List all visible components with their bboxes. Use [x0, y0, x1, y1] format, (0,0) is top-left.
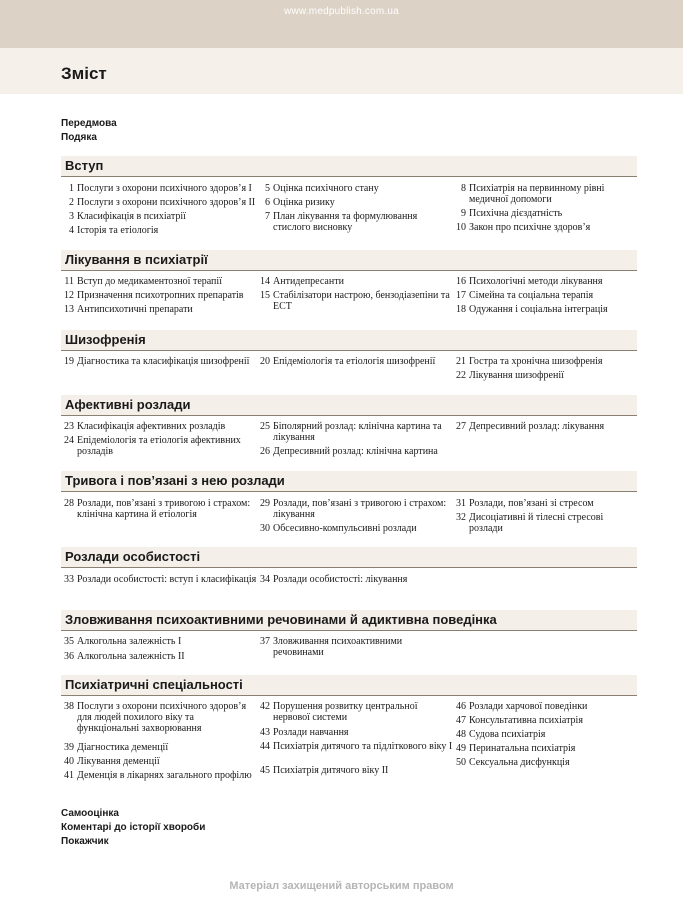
page-title: Зміст: [61, 64, 107, 83]
chapter-title: Сексуальна дисфункція: [469, 757, 570, 768]
chapter-number: 30: [260, 523, 270, 534]
chapter-number: 33: [64, 574, 74, 585]
chapter-number: 41: [64, 770, 74, 781]
chapter-number: 16: [456, 276, 466, 287]
chapter-number: 10: [456, 222, 466, 233]
chapter-number: 28: [64, 498, 74, 509]
chapter-number: 42: [260, 701, 270, 712]
section-title[interactable]: Вступ: [65, 158, 104, 173]
chapter-number: 1: [69, 183, 74, 194]
chapter-title: Гостра та хронічна шизофренія: [469, 356, 603, 367]
chapter-title: Антидепресанти: [273, 276, 344, 287]
chapter-number: 27: [456, 421, 466, 432]
chapter-title: Психічна дієздатність: [469, 208, 563, 219]
chapter-number: 20: [260, 356, 270, 367]
chapter-title: Судова психіатрія: [469, 729, 546, 740]
toc-link-foreword[interactable]: Передмова: [61, 118, 117, 129]
chapter-title: Розлади особистості: вступ і класифікація: [77, 574, 257, 585]
toc-section: [61, 471, 637, 534]
chapter-title: Зловживання психоактивними речовинами: [273, 636, 403, 658]
chapter-number: 32: [456, 512, 466, 523]
chapter-title: Розлади навчання: [273, 727, 349, 738]
chapter-title: Консультативна психіатрія: [469, 715, 583, 726]
section-title[interactable]: Психіатричні спеціальності: [65, 677, 243, 692]
top-band: [0, 0, 683, 48]
chapter-number: 25: [260, 421, 270, 432]
chapter-title: Психологічні методи лікування: [469, 276, 603, 287]
chapter-number: 21: [456, 356, 466, 367]
chapter-number: 36: [64, 651, 74, 662]
section-title[interactable]: Тривога і пов’язані з нею розлади: [65, 473, 285, 488]
chapter-number: 37: [260, 636, 270, 647]
chapter-title: Сімейна та соціальна терапія: [469, 290, 594, 301]
chapter-number: 24: [64, 435, 74, 446]
chapter-title: Призначення психотропних препаратів: [77, 290, 244, 301]
section-title[interactable]: Афективні розлади: [65, 397, 191, 412]
chapter-title: Розлади, пов’язані зі стресом: [469, 498, 594, 509]
chapter-title: Депресивний розлад: клінічна картина: [273, 446, 438, 457]
chapter-title: Епідеміологія та етіологія шизофренії: [273, 356, 436, 367]
chapter-title: Оцінка ризику: [273, 197, 335, 208]
chapter-number: 31: [456, 498, 466, 509]
chapter-number: 11: [64, 276, 74, 287]
chapter-number: 17: [456, 290, 466, 301]
chapter-title: План лікування та формулювання стислого висновку: [273, 211, 418, 233]
toc-section: [61, 250, 637, 315]
chapter-title: Послуги з охорони психічного здоров’я для людей похилого віку та функціональні захворювання: [77, 701, 247, 734]
section-header: [61, 547, 637, 568]
chapter-number: 6: [265, 197, 270, 208]
section-header: [61, 610, 637, 631]
section-header: [61, 330, 637, 351]
toc-link-self-assessment[interactable]: Самооцінка: [61, 808, 119, 819]
chapter-title: Історія та етіологія: [77, 225, 159, 236]
chapter-number: 12: [64, 290, 74, 301]
chapter-title: Лікування шизофренії: [469, 370, 564, 381]
chapter-title: Одужання і соціальна інтеграція: [469, 304, 608, 315]
chapter-title: Психіатрія дитячого та підліткового віку I: [273, 741, 453, 752]
chapter-title: Класифікація в психіатрії: [77, 211, 186, 222]
chapter-number: 14: [260, 276, 270, 287]
chapter-title: Послуги з охорони психічного здоров’я I: [77, 183, 252, 194]
chapter-number: 50: [456, 757, 466, 768]
chapter-number: 26: [260, 446, 270, 457]
chapter-number: 39: [64, 742, 74, 753]
chapter-number: 44: [260, 741, 270, 752]
section-header: [61, 250, 637, 271]
chapter-number: 40: [64, 756, 74, 767]
chapter-number: 8: [461, 183, 466, 194]
chapter-title: Перинатальна психіатрія: [469, 743, 576, 754]
section-header: [61, 156, 637, 177]
chapter-number: 38: [64, 701, 74, 712]
chapter-title: Порушення розвитку центральної нервової системи: [273, 701, 418, 723]
chapter-number: 29: [260, 498, 270, 509]
toc-link-case-comments[interactable]: Коментарі до історії хвороби: [61, 822, 206, 833]
chapter-title: Стабілізатори настрою, бензодіазепіни та ЕСТ: [273, 290, 450, 312]
section-header: [61, 675, 637, 696]
section-title[interactable]: Зловживання психоактивними речовинами й адиктивна поведінка: [65, 612, 497, 627]
chapter-title: Діагностика деменції: [77, 742, 169, 753]
chapter-title: Оцінка психічного стану: [273, 183, 379, 194]
chapter-title: Обсесивно-компульсивні розлади: [273, 523, 417, 534]
chapter-title: Психіатрія на первинному рівні медичної допомоги: [469, 183, 605, 205]
chapter-number: 35: [64, 636, 74, 647]
chapter-title: Дисоціативні й тілесні стресові розлади: [469, 512, 604, 534]
chapter-number: 48: [456, 729, 466, 740]
chapter-title: Вступ до медикаментозної терапії: [77, 276, 222, 287]
toc-section: [61, 330, 637, 381]
chapter-title: Біполярний розлад: клінічна картина та лікування: [273, 421, 442, 443]
chapter-title: Епідеміологія та етіологія афективних розладів: [77, 435, 241, 457]
chapter-number: 5: [265, 183, 270, 194]
chapter-number: 13: [64, 304, 74, 315]
copyright-footer: Матеріал захищений авторським правом: [229, 880, 454, 892]
section-header: [61, 471, 637, 492]
chapter-title: Послуги з охорони психічного здоров’я II: [77, 197, 256, 208]
chapter-title: Розлади особистості: лікування: [273, 574, 408, 585]
source-url: www.medpublish.com.ua: [284, 6, 399, 17]
section-title[interactable]: Розлади особистості: [65, 549, 201, 564]
chapter-number: 49: [456, 743, 466, 754]
section-title[interactable]: Лікування в психіатрії: [65, 252, 208, 267]
chapter-title: Депресивний розлад: лікування: [469, 421, 605, 432]
chapter-title: Деменція в лікарнях загального профілю: [77, 770, 252, 781]
toc-link-index[interactable]: Покажчик: [61, 836, 109, 847]
chapter-title: Розлади харчової поведінки: [469, 701, 588, 712]
chapter-title: Діагностика та класифікація шизофренії: [77, 356, 250, 367]
chapter-title: Алкогольна залежність I: [77, 636, 182, 647]
chapter-title: Класифікація афективних розладів: [77, 421, 226, 432]
toc-section: [61, 610, 637, 662]
chapter-number: 2: [69, 197, 74, 208]
chapter-number: 23: [64, 421, 74, 432]
chapter-number: 9: [461, 208, 466, 219]
chapter-number: 45: [260, 765, 270, 776]
chapter-number: 47: [456, 715, 466, 726]
chapter-number: 46: [456, 701, 466, 712]
section-title[interactable]: Шизофренія: [65, 332, 146, 347]
chapter-number: 34: [260, 574, 270, 585]
toc-section: [61, 547, 637, 585]
toc-section: [61, 675, 637, 781]
chapter-number: 7: [265, 211, 270, 222]
chapter-number: 18: [456, 304, 466, 315]
chapter-title: Розлади, пов’язані з тривогою і страхом: лікування: [273, 498, 447, 520]
chapter-number: 15: [260, 290, 270, 301]
chapter-title: Антипсихотичні препарати: [77, 304, 193, 315]
chapter-number: 3: [69, 211, 74, 222]
chapter-title: Алкогольна залежність II: [77, 651, 185, 662]
chapter-title: Закон про психічне здоров’я: [469, 222, 591, 233]
chapter-title: Психіатрія дитячого віку II: [273, 765, 389, 776]
chapter-title: Лікування деменції: [77, 756, 160, 767]
toc-section: [61, 395, 637, 457]
chapter-title: Розлади, пов’язані з тривогою і страхом: клінічна картина й етіологія: [77, 498, 251, 520]
chapter-number: 22: [456, 370, 466, 381]
toc-link-acknowledgements[interactable]: Подяка: [61, 132, 97, 143]
chapter-number: 43: [260, 727, 270, 738]
toc-section: [61, 156, 637, 236]
section-header: [61, 395, 637, 416]
chapter-number: 4: [69, 225, 74, 236]
chapter-number: 19: [64, 356, 74, 367]
